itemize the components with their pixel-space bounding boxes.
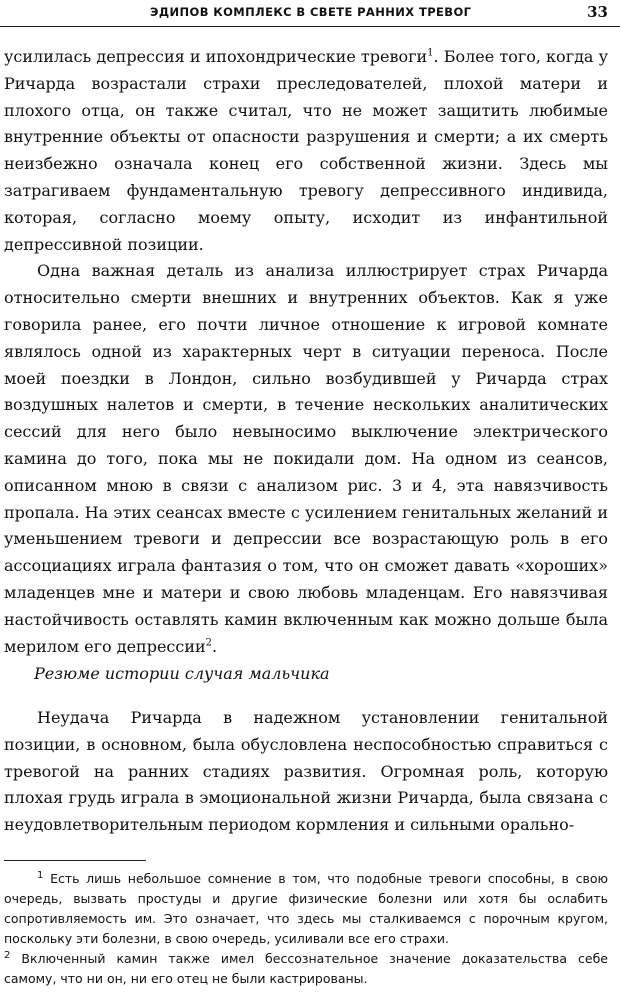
section-heading: Резюме истории случая мальчика bbox=[34, 664, 330, 683]
footnote-marker-1: 1 bbox=[37, 869, 44, 881]
paragraph-2-text-end: . bbox=[212, 636, 218, 656]
footnote-marker-2: 2 bbox=[4, 949, 11, 961]
paragraph-1-text-cont: . Более того, когда у Ричарда возрастали страхи преследователей, плохой матери и плохого отца, он также считал, что не может защитить любимые внутренние объекты от опасности разрушения и смерти; а их смерть неизбежно означала конец его собственной жизни. Здесь мы затрагиваем фундаментальную тревогу депрессивного индивида, которая, согласно моему опыту, исходит из инфантильной депрессивной позиции. bbox=[4, 47, 608, 254]
paragraph-2-text: Одна важная деталь из анализа иллюстрирует страх Ричарда относительно смерти внешних и внутренних объектов. Как я уже говорила ранее, его почти личное отношение к игровой комнате являлось одной из характерных черт в ситуации переноса. После моей поездки в Лондон, сильно возбудившей у Ричарда страх воздушных налетов и смерти, в течение нескольких аналитических сессий для него было невыносимо выключение электрического камина до того, пока мы не покидали дом. На одном из сеансов, описанном мною в связи с анализом рис. 3 и 4, эта навязчивость пропала. На этих сеансах вместе с усилением генитальных желаний и уменьшением тревоги и депрессии все возрастающую роль в его ассоциациях играла фантазия о том, что он сможет давать «хороших» младенцев мне и матери и свою любовь младенцам. Его навязчивая настойчивость оставлять камин включенным как можно дольше была мерилом его депрессии bbox=[4, 261, 608, 656]
footnote-ref-1: 1 bbox=[427, 47, 434, 59]
footnote-2-text: Включенный камин также имел бессознательное значение доказательства себе самому, что ни он, ни его отец не были кастрированы. bbox=[4, 951, 608, 986]
footnotes bbox=[4, 869, 608, 989]
footnote-divider bbox=[4, 860, 146, 861]
page-number: 33 bbox=[587, 3, 608, 21]
paragraph-1 bbox=[4, 44, 608, 258]
paragraph-2 bbox=[4, 258, 608, 660]
running-title: ЭДИПОВ КОМПЛЕКС В СВЕТЕ РАННИХ ТРЕВОГ bbox=[150, 5, 472, 19]
paragraph-3: Неудача Ричарда в надежном установлении генитальной позиции, в основном, была обусловлена неспособностью справиться с тревогой на ранних стадиях развития. Огромная роль, которую плохая грудь играла в эмоциональной жизни Ричарда, была связана с неудовлетворительным периодом кормления и сильными орально- bbox=[4, 708, 608, 835]
footnote-ref-2: 2 bbox=[205, 637, 213, 649]
footnote-1 bbox=[4, 869, 608, 949]
footnote-1-text: Есть лишь небольшое сомнение в том, что подобные тревоги способны, в свою очередь, вызвать простуды и другие физические болезни или хотя бы ослабить сопротивляемость им. Это означает, что здесь мы сталкиваемся с порочным кругом, поскольку эти болезни, в свою очередь, усиливали все его страхи. bbox=[4, 871, 608, 946]
footnote-2 bbox=[4, 949, 608, 989]
main-text bbox=[4, 44, 608, 660]
running-header bbox=[0, 0, 620, 27]
main-text-continued bbox=[4, 705, 608, 839]
paragraph-1-text: усилилась депрессия и ипохондрические тревоги bbox=[4, 47, 428, 66]
